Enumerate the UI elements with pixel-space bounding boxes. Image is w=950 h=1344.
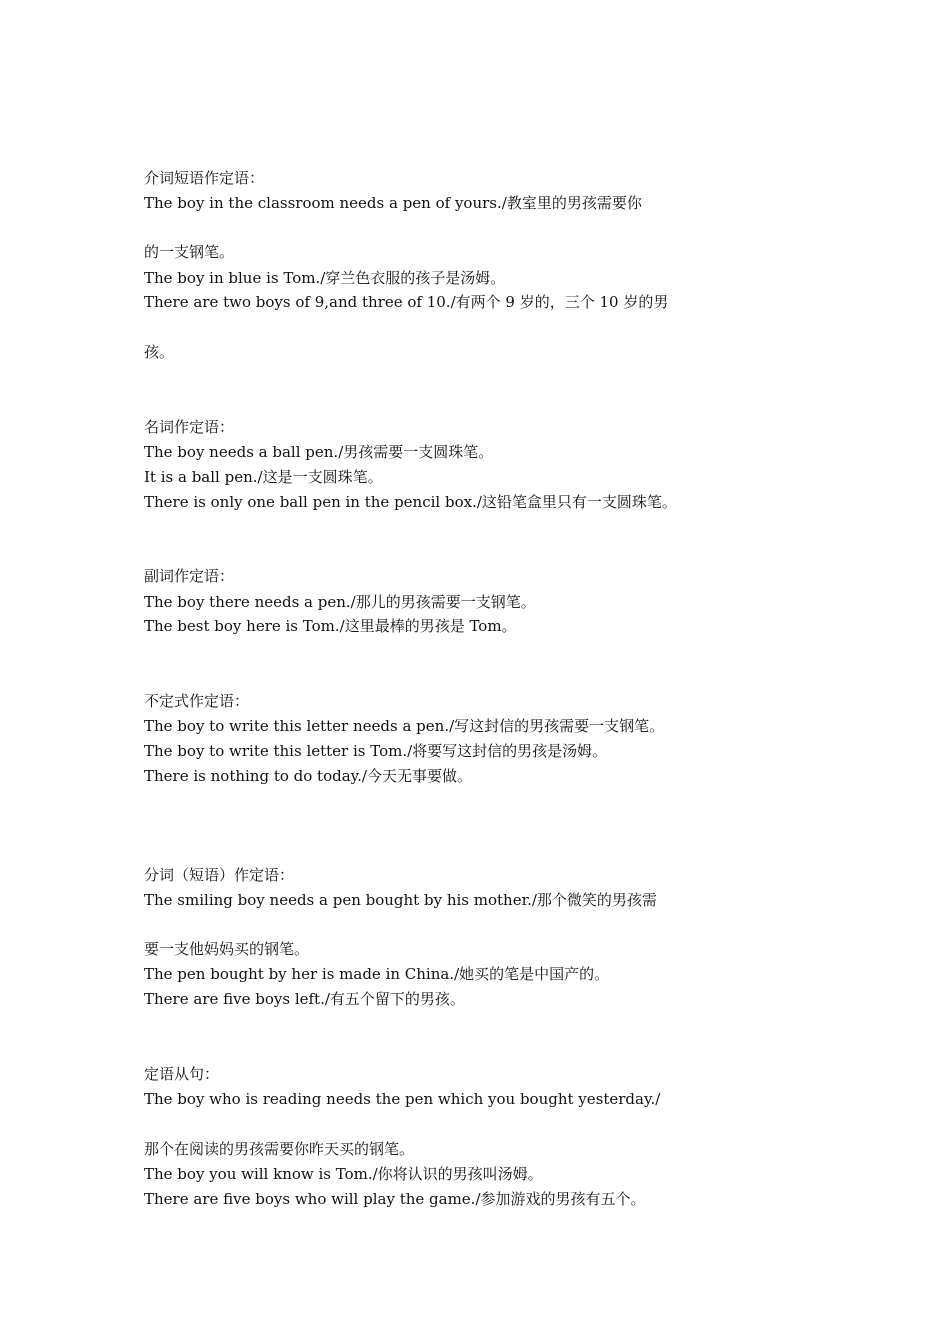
text-line: The boy to write this letter needs a pen./写这封信的男孩需要一支钢笔。	[144, 717, 665, 735]
text-line: The pen bought by her is made in China./她买的笔是中国产的。	[144, 965, 610, 983]
text-line: 的一支钢笔。	[144, 243, 235, 261]
text-line: There are two boys of 9,and three of 10./有两个 9 岁的，三个 10 岁的男	[144, 293, 669, 311]
text-line: The boy in blue is Tom./穿兰色衣服的孩子是汤姆。	[144, 269, 506, 287]
text-line: There is nothing to do today./今天无事要做。	[144, 767, 472, 785]
text-line: The smiling boy needs a pen bought by his mother./那个微笑的男孩需	[144, 891, 657, 909]
text-line: There are five boys who will play the game./参加游戏的男孩有五个。	[144, 1190, 646, 1208]
section-heading-clause: 定语从句：	[144, 1065, 220, 1083]
text-line: There is only one ball pen in the pencil box./这铅笔盒里只有一支圆珠笔。	[144, 493, 677, 511]
section-heading-participle: 分词（短语）作定语：	[144, 866, 295, 884]
text-line: The best boy here is Tom./这里最棒的男孩是 Tom。	[144, 617, 517, 635]
text-line: 那个在阅读的男孩需要你昨天买的钢笔。	[144, 1140, 415, 1158]
text-line: The boy in the classroom needs a pen of yours./教室里的男孩需要你	[144, 194, 642, 212]
text-line: It is a ball pen./这是一支圆珠笔。	[144, 468, 383, 486]
text-line: The boy who is reading needs the pen which you bought yesterday./	[144, 1090, 661, 1108]
text-line: The boy needs a ball pen./男孩需要一支圆珠笔。	[144, 443, 494, 461]
section-heading-noun: 名词作定语：	[144, 418, 235, 436]
text-line: There are five boys left./有五个留下的男孩。	[144, 990, 465, 1008]
section-heading-infinitive: 不定式作定语：	[144, 692, 250, 710]
text-line: The boy you will know is Tom./你将认识的男孩叫汤姆。	[144, 1165, 543, 1183]
section-heading-prep-phrase: 介词短语作定语：	[144, 169, 265, 187]
section-heading-adverb: 副词作定语：	[144, 567, 235, 585]
text-line: 孩。	[144, 343, 175, 361]
text-line: 要一支他妈妈买的钢笔。	[144, 940, 310, 958]
text-line: The boy to write this letter is Tom./将要写这封信的男孩是汤姆。	[144, 742, 608, 760]
text-line: The boy there needs a pen./那儿的男孩需要一支钢笔。	[144, 593, 536, 611]
